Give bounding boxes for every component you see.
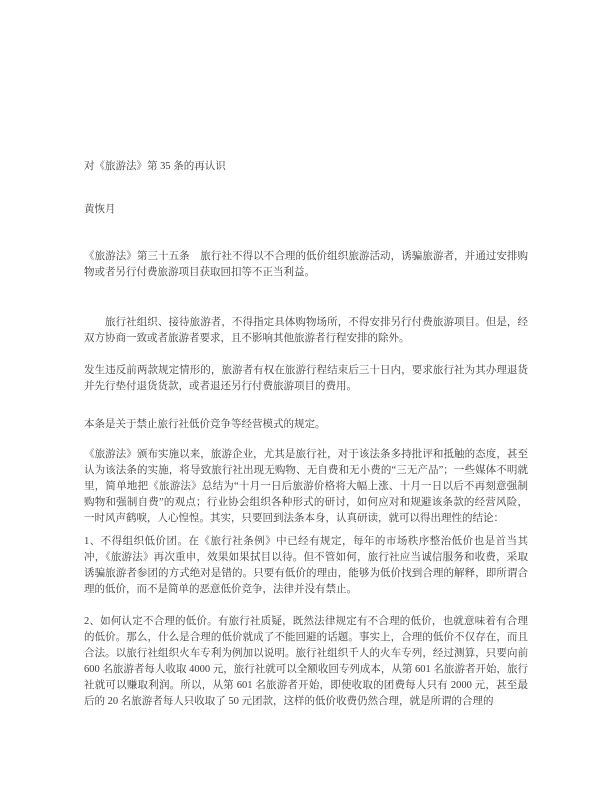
paragraph-point-2: 2、如何认定不合理的低价。有旅行社质疑，既然法律规定有不合理的低价，也就意味着有合理的低价。那么，什么是合理的低价就成了不能回避的话题。事实上，合理的低价不仅存在，而且合法。以旅行社组织火车专利为例加以说明。旅行社组织千人的火车专列，经过测算，只要向前 600 名旅游者每人收取 4000 元，旅行社就可以全额收回专列成本，从第 601 名旅游者开始，旅行社就可以赚取利润。所以，从第 601 名旅游者开始，即使收取的团费每人只有 2000 元，甚至最后的 20 名旅游者每人只收取了 50 元团款，这样的低价收费仍然合理，就是所谓的合理的 (84, 616, 528, 707)
document-author: 黄恢月 (84, 204, 116, 215)
paragraph-law-article-35: 《旅游法》第三十五条 旅行社不得以不合理的低价组织旅游活动，诱骗旅游者，并通过安排购物或者另行付费旅游项目获取回扣等不正当利益。 (84, 251, 528, 278)
paragraph-background: 《旅游法》颁布实施以来，旅游企业，尤其是旅行社，对于该法条多持批评和抵触的态度，甚至认为该法条的实施，将导致旅行社出现无购物、无自费和无小费的“三无产品”；一些媒体不明就里，简单地把《旅游法》总结为“十月一日后旅游价格将大幅上涨、十月一日以后不再刻意强制购物和强制自费”的观点；行业协会组织各种形式的研讨，如何应对和规避该条款的经营风险，一时风声鹤唳，人心惶惶。其实，只要回到法条本身，认真研读，就可以得出理性的结论： (84, 449, 528, 524)
paragraph-point-1: 1、不得组织低价团。在《旅行社条例》中已经有规定，每年的市场秩序整治低价也是首当其冲，《旅游法》再次重申，效果如果拭目以待。但不管如何，旅行社应当诚信服务和收费，采取诱骗旅游者参团的方式绝对是错的。只要有低价的理由，能够为低价找到合理的解释，即所谓合理的低价，而不是简单的恶意低价竞争，法律并没有禁止。 (84, 536, 528, 595)
document-content (84, 0, 528, 710)
paragraph-law-clause-3: 发生违反前两款规定情形的，旅游者有权在旅游行程结束后三十日内，要求旅行社为其办理退货并先行垫付退货货款，或者退还另行付费旅游项目的费用。 (84, 365, 528, 392)
paragraph-law-clause-2: 旅行社组织、接待旅游者，不得指定具体购物场所，不得安排另行付费旅游项目。但是，经双方协商一致或者旅游者要求，且不影响其他旅游者行程安排的除外。 (84, 317, 528, 344)
paragraph-summary: 本条是关于禁止旅行社低价竞争等经营模式的规定。 (84, 419, 326, 430)
document-title: 对《旅游法》第 35 条的再认识 (84, 161, 226, 172)
